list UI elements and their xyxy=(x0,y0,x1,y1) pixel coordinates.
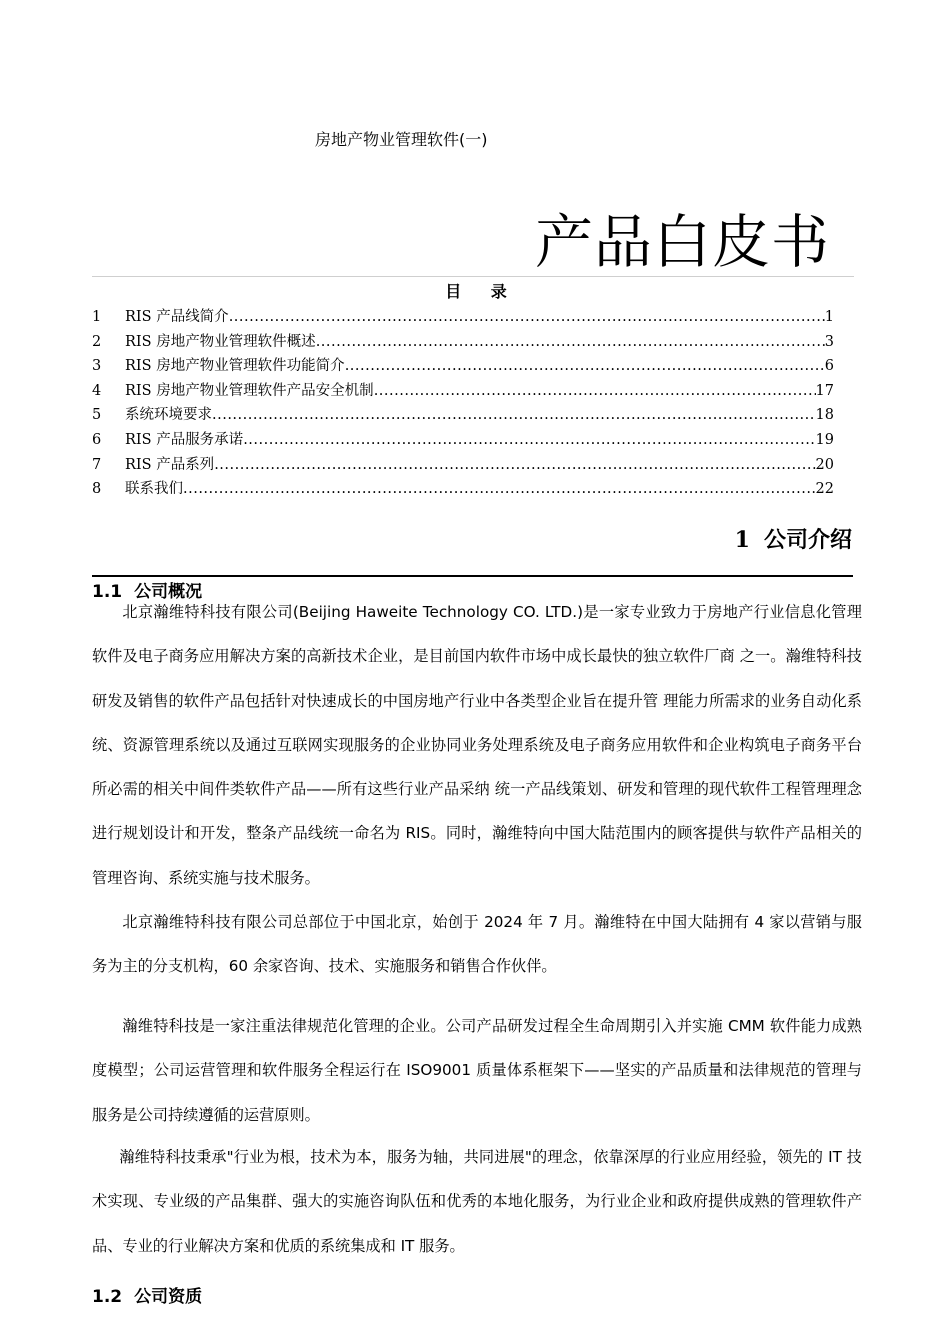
toc-item-title: 联系我们 xyxy=(125,481,183,498)
toc-item-number: 1 xyxy=(92,309,102,325)
toc-leader-dots xyxy=(183,477,816,501)
toc-item-title: RIS 产品系列 xyxy=(125,456,215,473)
toc-item-page: 20 xyxy=(815,456,834,473)
toc-item-page: 1 xyxy=(824,309,834,325)
paragraph-company-overview: 北京瀚维特科技有限公司(Beijing Haweite Technology CO. LTD.)是一家专业致力于房地产行业信息化管理软件及电子商务应用解决方案的高新技术企业，是目前国内软件市场中成长最快的独立软件厂商 之一。瀚维特科技研发及销售的软件产品包括针对快速成长的中国房地产行业中各类型企业旨在提升管 理能力所需求的业务自动化系统、资源管理系统以及通过互联网实现服务的企业协同业务处理系统及电子商务应用软件和企业构筑电子商务平台所必需的相关中间件类软件产品——所有这些行业产品采纳 统一产品线策划、研发和管理的现代软件工程管理理念进行规划设计和开发，整条产品线统一命名为 RIS。同时，瀚维特向中国大陆范围内的顾客提供与软件产品相关的管理咨询、系统实施与技术服务。 xyxy=(92,603,862,887)
section-number: 1.2 xyxy=(92,1287,123,1307)
paragraph-philosophy: 瀚维特科技秉承"行业为根，技术为本，服务为轴，共同进展"的理念，依靠深厚的行业应用经验，领先的 IT 技术实现、专业级的产品集群、强大的实施咨询队伍和优秀的本地化服务，为行业企业和政府提供成熟的管理软件产品、专业的行业解决方案和优质的系统集成和 IT 服务。 xyxy=(92,1148,862,1255)
toc-item-page: 19 xyxy=(815,431,834,448)
toc-item[interactable] xyxy=(92,403,834,428)
toc-item-page: 22 xyxy=(815,481,834,498)
toc-leader-dots xyxy=(345,354,825,378)
paragraph-management: 瀚维特科技是一家注重法律规范化管理的企业。公司产品研发过程全生命周期引入并实施 CMM 软件能力成熟度模型；公司运营管理和软件服务全程运行在 ISO9001 质量体系框架下——坚实的产品质量和法律规范的管理与服务是公司持续遵循的运营原则。 xyxy=(92,1017,862,1124)
toc-item[interactable] xyxy=(92,477,834,502)
chapter-number: 1 xyxy=(734,527,750,553)
toc-item-number: 7 xyxy=(92,456,102,473)
document-subtitle: 房地产物业管理软件(一) xyxy=(315,130,488,149)
toc-leader-dots xyxy=(229,305,825,329)
toc-item-number: 2 xyxy=(92,333,102,350)
toc-item[interactable] xyxy=(92,379,834,404)
toc-leader-dots xyxy=(212,403,816,427)
toc-item[interactable] xyxy=(92,428,834,453)
toc-item[interactable] xyxy=(92,453,834,478)
section-title: 公司概况 xyxy=(134,582,203,602)
toc-leader-dots xyxy=(214,453,815,477)
section-title: 公司资质 xyxy=(134,1287,203,1307)
toc-item-number: 6 xyxy=(92,431,102,448)
title-divider xyxy=(92,276,854,277)
toc-item-number: 3 xyxy=(92,358,102,375)
toc-item[interactable] xyxy=(92,305,834,330)
toc-item-number: 4 xyxy=(92,382,102,399)
toc-heading: 目 录 xyxy=(445,282,519,301)
toc-item-title: RIS 房地产物业管理软件产品安全机制 xyxy=(125,382,374,399)
toc-item-page: 18 xyxy=(815,407,834,424)
toc-item-page: 3 xyxy=(824,333,834,350)
toc-item-title: RIS 房地产物业管理软件功能简介 xyxy=(125,358,345,375)
toc-item[interactable] xyxy=(92,354,834,379)
toc-item-title: RIS 产品服务承诺 xyxy=(125,431,244,448)
section-number: 1.1 xyxy=(92,582,123,602)
toc-item-number: 5 xyxy=(92,407,102,424)
toc-item-title: 系统环境要求 xyxy=(125,407,212,424)
chapter-divider xyxy=(92,575,853,577)
table-of-contents xyxy=(92,305,834,502)
section-heading-qualifications xyxy=(92,1286,202,1308)
toc-item-number: 8 xyxy=(92,481,102,498)
paragraph-headquarters: 北京瀚维特科技有限公司总部位于中国北京，始创于 2024 年 7 月。瀚维特在中国大陆拥有 4 家以营销与服务为主的分支机构，60 余家咨询、技术、实施服务和销售合作伙伴。 xyxy=(92,913,862,976)
chapter-heading xyxy=(735,524,852,557)
toc-leader-dots xyxy=(374,379,816,403)
toc-leader-dots xyxy=(243,428,815,452)
toc-item[interactable] xyxy=(92,330,834,355)
toc-leader-dots xyxy=(316,330,825,354)
toc-item-page: 6 xyxy=(824,358,834,375)
toc-item-page: 17 xyxy=(815,382,834,399)
document-title: 产品白皮书 xyxy=(534,208,830,276)
toc-item-title: RIS 产品线简介 xyxy=(125,309,229,325)
toc-item-title: RIS 房地产物业管理软件概述 xyxy=(125,333,316,350)
chapter-title: 公司介绍 xyxy=(763,528,852,553)
